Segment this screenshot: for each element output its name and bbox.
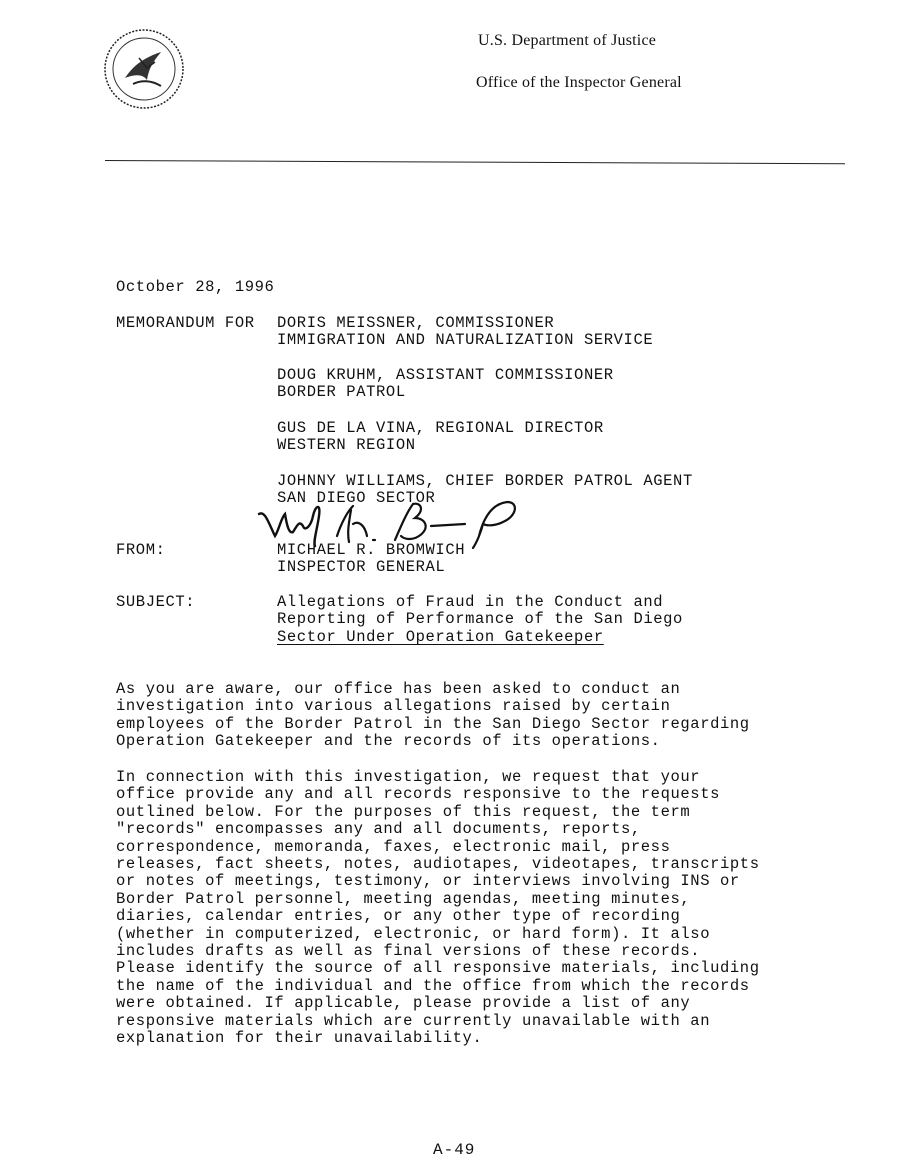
recipient-org: SAN DIEGO SECTOR: [277, 489, 436, 507]
memo-for-label: MEMORANDUM FOR: [116, 314, 255, 332]
recipient-name: DORIS MEISSNER, COMMISSIONER: [277, 314, 555, 332]
subject-line: Sector Under Operation Gatekeeper: [277, 628, 604, 646]
recipient-org: IMMIGRATION AND NATURALIZATION SERVICE: [277, 331, 654, 349]
recipient-name: DOUG KRUHM, ASSISTANT COMMISSIONER: [277, 366, 614, 384]
recipient-org: WESTERN REGION: [277, 436, 416, 454]
recipient-org: BORDER PATROL: [277, 383, 406, 401]
memo-date: October 28, 1996: [116, 278, 275, 296]
page-number: A-49: [433, 1141, 476, 1159]
subject-line: Allegations of Fraud in the Conduct and: [277, 593, 664, 611]
body-paragraph: As you are aware, our office has been asked to conduct an investigation into various allegations raised by certain employees of the Border Patrol in the San Diego Sector regarding Operation Gatekeeper and the records of its operations.: [116, 680, 750, 751]
subject-line: Reporting of Performance of the San Diego: [277, 610, 683, 628]
doj-seal-icon: [103, 28, 185, 110]
agency-name: U.S. Department of Justice: [478, 32, 657, 49]
subject-label: SUBJECT:: [116, 593, 196, 611]
recipient-name: GUS DE LA VINA, REGIONAL DIRECTOR: [277, 419, 604, 437]
body-paragraph: In connection with this investigation, we request that your office provide any and all records responsive to the requests outlined below. For the purposes of this request, the term "records" encompasses any and all documents, reports, correspondence, memoranda, faxes, electronic mail, press releases, fact sheets, notes, audiotapes, videotapes, transcripts or notes of meetings, testimony, or interviews involving INS or Border Patrol personnel, meeting agendas, meeting minutes, diaries, calendar entries, or any other type of recording (whether in computerized, electronic, or hard form). It also includes drafts as well as final versions of these records. Please identify the source of all responsive materials, including the name of the individual and the office from which the records were obtained. If applicable, please provide a list of any responsive materials which are currently unavailable with an explanation for their unavailability.: [116, 768, 760, 1048]
recipient-name: JOHNNY WILLIAMS, CHIEF BORDER PATROL AGENT: [277, 472, 693, 490]
letterhead-divider: [105, 160, 845, 164]
office-name: Office of the Inspector General: [476, 74, 682, 91]
from-name: MICHAEL R. BROMWICH: [277, 541, 466, 559]
from-title: INSPECTOR GENERAL: [277, 558, 446, 576]
from-label: FROM:: [116, 541, 166, 559]
